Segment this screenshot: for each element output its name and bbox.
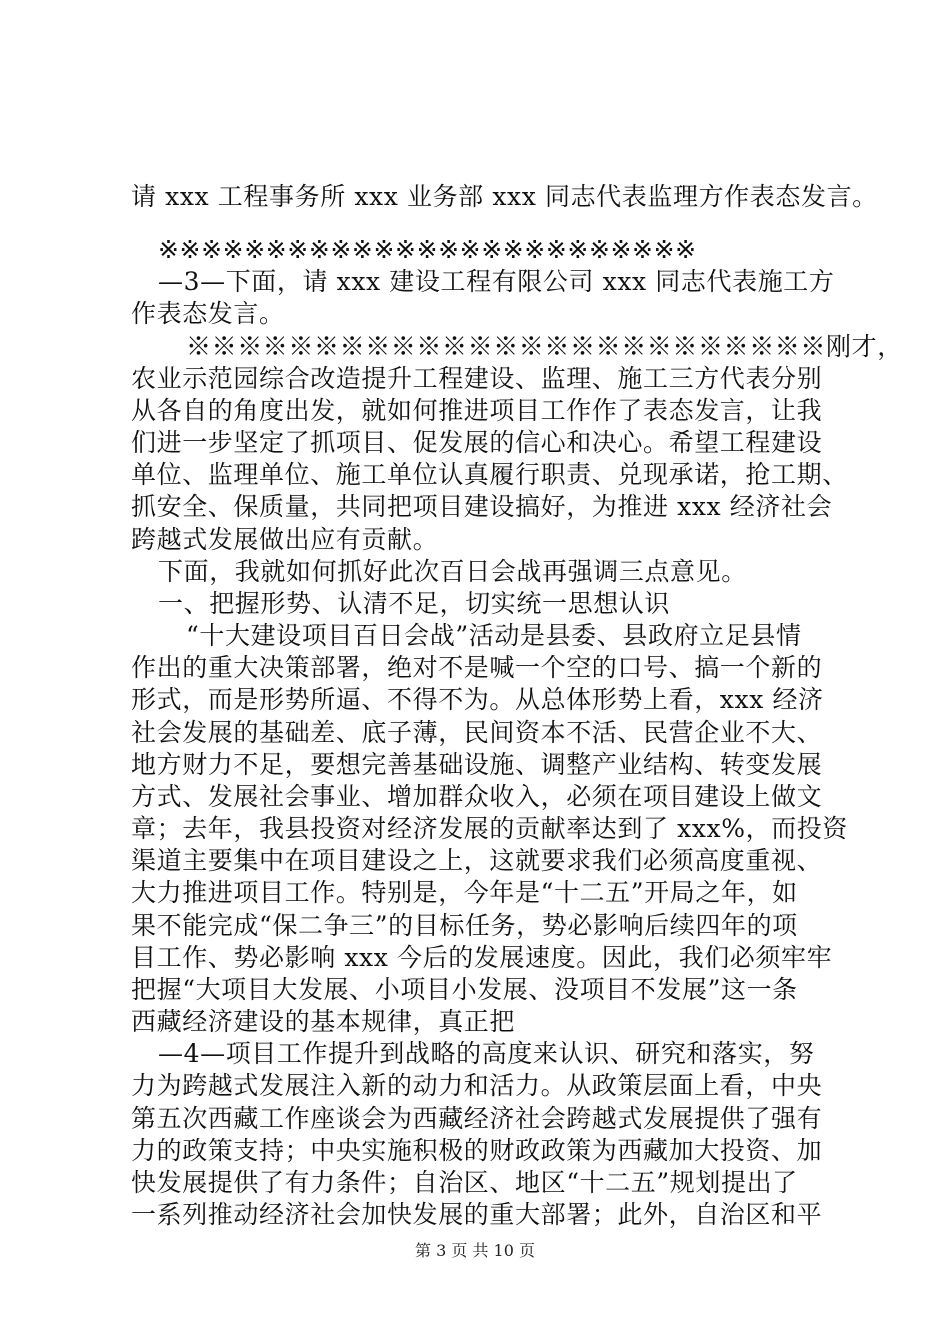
text-line-5: ※※※※※※※※※※※※※※※※※※※※※※※※※刚才， <box>186 332 903 361</box>
text-line-9: 单位、监理单位、施工单位认真履行职责、兑现承诺，抢工期、 <box>131 460 848 489</box>
text-line-10: 抓安全、保质量，共同把项目建设搞好，为推进 xxx 经济社会 <box>131 492 833 521</box>
text-line-24: 目工作、势必影响 xxx 今后的发展速度。因此，我们必须牢牢 <box>131 943 833 972</box>
text-line-15: 作出的重大决策部署，绝对不是喊一个空的口号、搞一个新的 <box>131 653 823 682</box>
text-line-6: 农业示范园综合改造提升工程建设、监理、施工三方代表分别 <box>131 364 823 393</box>
text-line-20: 章；去年，我县投资对经济发展的贡献率达到了 xxx%，而投资 <box>131 814 849 843</box>
text-line-4: 作表态发言。 <box>131 299 285 328</box>
text-line-16: 形式，而是形势所逼、不得不为。从总体形势上看，xxx 经济 <box>131 685 824 714</box>
text-line-23: 果不能完成“保二争三”的目标任务，势必影响后续四年的项 <box>131 911 798 940</box>
text-line-2: ※※※※※※※※※※※※※※※※※※※※※※※※※ <box>158 235 697 264</box>
text-line-32: 一系列推动经济社会加快发展的重大部署；此外，自治区和平 <box>131 1200 823 1229</box>
text-line-25: 把握“大项目大发展、小项目小发展、没项目不发展”这一条 <box>131 975 798 1004</box>
text-line-1: 请 xxx 工程事务所 xxx 业务部 xxx 同志代表监理方作表态发言。 <box>131 182 878 211</box>
text-line-22: 大力推进项目工作。特别是，今年是“十二五”开局之年，如 <box>131 878 798 907</box>
text-line-27: —4—项目工作提升到战略的高度来认识、研究和落实，努 <box>158 1039 815 1068</box>
text-line-17: 社会发展的基础差、底子薄，民间资本不活、民营企业不大、 <box>131 718 823 747</box>
text-line-26: 西藏经济建设的基本规律，真正把 <box>131 1007 516 1036</box>
page-footer: 第 3 页 共 10 页 <box>415 1241 535 1260</box>
section-heading-1: 一、把握形势、认清不足，切实统一思想认识 <box>158 589 671 618</box>
text-line-31: 快发展提供了有力条件；自治区、地区“十二五”规划提出了 <box>131 1168 798 1197</box>
text-line-21: 渠道主要集中在项目建设之上，这就要求我们必须高度重视、 <box>131 846 823 875</box>
text-line-14: “十大建设项目百日会战”活动是县委、县政府立足县情 <box>186 621 802 650</box>
text-line-30: 力的政策支持；中央实施积极的财政政策为西藏加大投资、加 <box>131 1136 823 1165</box>
text-line-29: 第五次西藏工作座谈会为西藏经济社会跨越式发展提供了强有 <box>131 1104 823 1133</box>
text-line-12: 下面，我就如何抓好此次百日会战再强调三点意见。 <box>158 557 747 586</box>
text-line-11: 跨越式发展做出应有贡献。 <box>131 525 439 554</box>
text-line-8: 们进一步坚定了抓项目、促发展的信心和决心。希望工程建设 <box>131 428 823 457</box>
text-line-18: 地方财力不足，要想完善基础设施、调整产业结构、转变发展 <box>131 750 823 779</box>
text-line-3: —3—下面，请 xxx 建设工程有限公司 xxx 同志代表施工方 <box>158 267 835 296</box>
text-line-19: 方式、发展社会事业、增加群众收入，必须在项目建设上做文 <box>131 782 823 811</box>
text-line-28: 力为跨越式发展注入新的动力和活力。从政策层面上看，中央 <box>131 1071 823 1100</box>
text-line-7: 从各自的角度出发，就如何推进项目工作作了表态发言，让我 <box>131 396 823 425</box>
